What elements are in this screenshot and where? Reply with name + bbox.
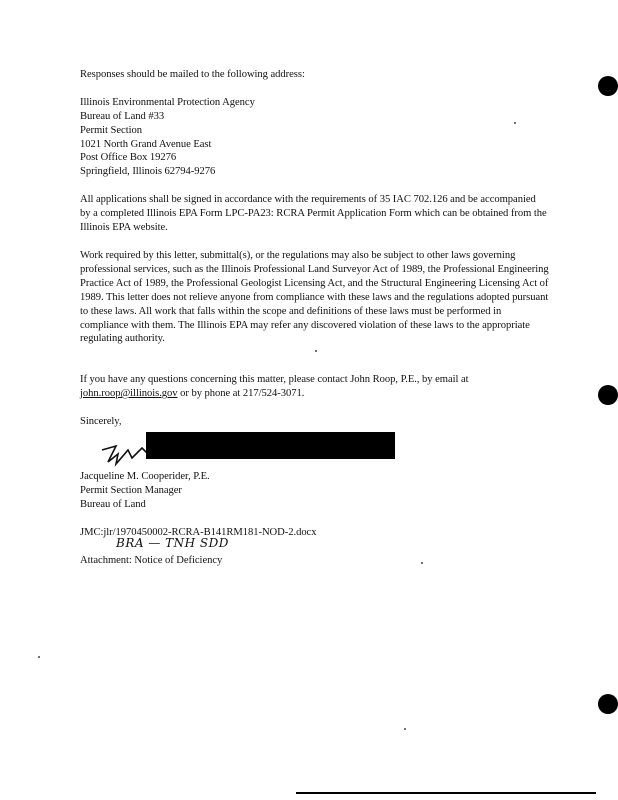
signer-name: Jacqueline M. Cooperider, P.E. — [80, 471, 210, 482]
redaction-bar — [146, 432, 395, 459]
contact-line: If you have any questions concerning this matter, please contact John Roop, P.E., by email at — [80, 374, 469, 385]
scan-speck — [514, 122, 516, 124]
signer-bureau: Bureau of Land — [80, 499, 146, 510]
address-line: Bureau of Land #33 — [80, 111, 165, 122]
scan-edge-line — [296, 792, 596, 794]
intro-line: Responses should be mailed to the following address: — [80, 69, 305, 80]
application-paragraph: All applications shall be signed in accordance with the requirements of 35 IAC 702.126 and be accompanied by a completed Illinois EPA Form LPC-PA23: RCRA Permit Application Form which can be obtained from the Illinois EPA website. — [80, 194, 547, 233]
handwritten-initials: BRA — TNH SDD — [116, 536, 229, 550]
phone-text: or by phone at 217/524-3071. — [177, 388, 305, 399]
scan-speck — [421, 562, 423, 564]
address-line: 1021 North Grand Avenue East — [80, 139, 212, 150]
address-line: Post Office Box 19276 — [80, 152, 177, 163]
scan-speck — [38, 656, 40, 658]
address-line: Permit Section — [80, 125, 142, 136]
address-line: Springfield, Illinois 62794-9276 — [80, 166, 216, 177]
punch-hole — [598, 694, 618, 714]
attachment-line: Attachment: Notice of Deficiency — [80, 555, 223, 566]
scan-speck — [404, 728, 406, 730]
punch-hole — [598, 76, 618, 96]
professional-laws-paragraph: Work required by this letter, submittal(s), or the regulations may also be subject to other laws governing professional services, such as the Illinois Professional Land Surveyor Act of 1989, the Professional Engineering Practice Act of 1989, the Professional Geologist Licensing Act, and the Structural Engineering Licensing Act of 1989. This letter does not relieve anyone from compliance with these laws and the regulations adopted pursuant to these laws. All work that falls within the scope and definitions of these laws must be performed in compliance with them. The Illinois EPA may refer any discovered violation of these laws to the appropriate regulating authority. — [80, 250, 549, 345]
signer-title: Permit Section Manager — [80, 485, 182, 496]
punch-hole — [598, 385, 618, 405]
email-link[interactable]: john.roop@illinois.gov — [80, 388, 178, 399]
contact-line-2 — [80, 387, 580, 401]
file-reference: JMC:jlr/1970450002-RCRA-B141RM181-NOD-2.docx — [80, 527, 317, 538]
address-line: Illinois Environmental Protection Agency — [80, 97, 255, 108]
closing: Sincerely, — [80, 416, 122, 427]
scan-speck — [315, 350, 317, 352]
